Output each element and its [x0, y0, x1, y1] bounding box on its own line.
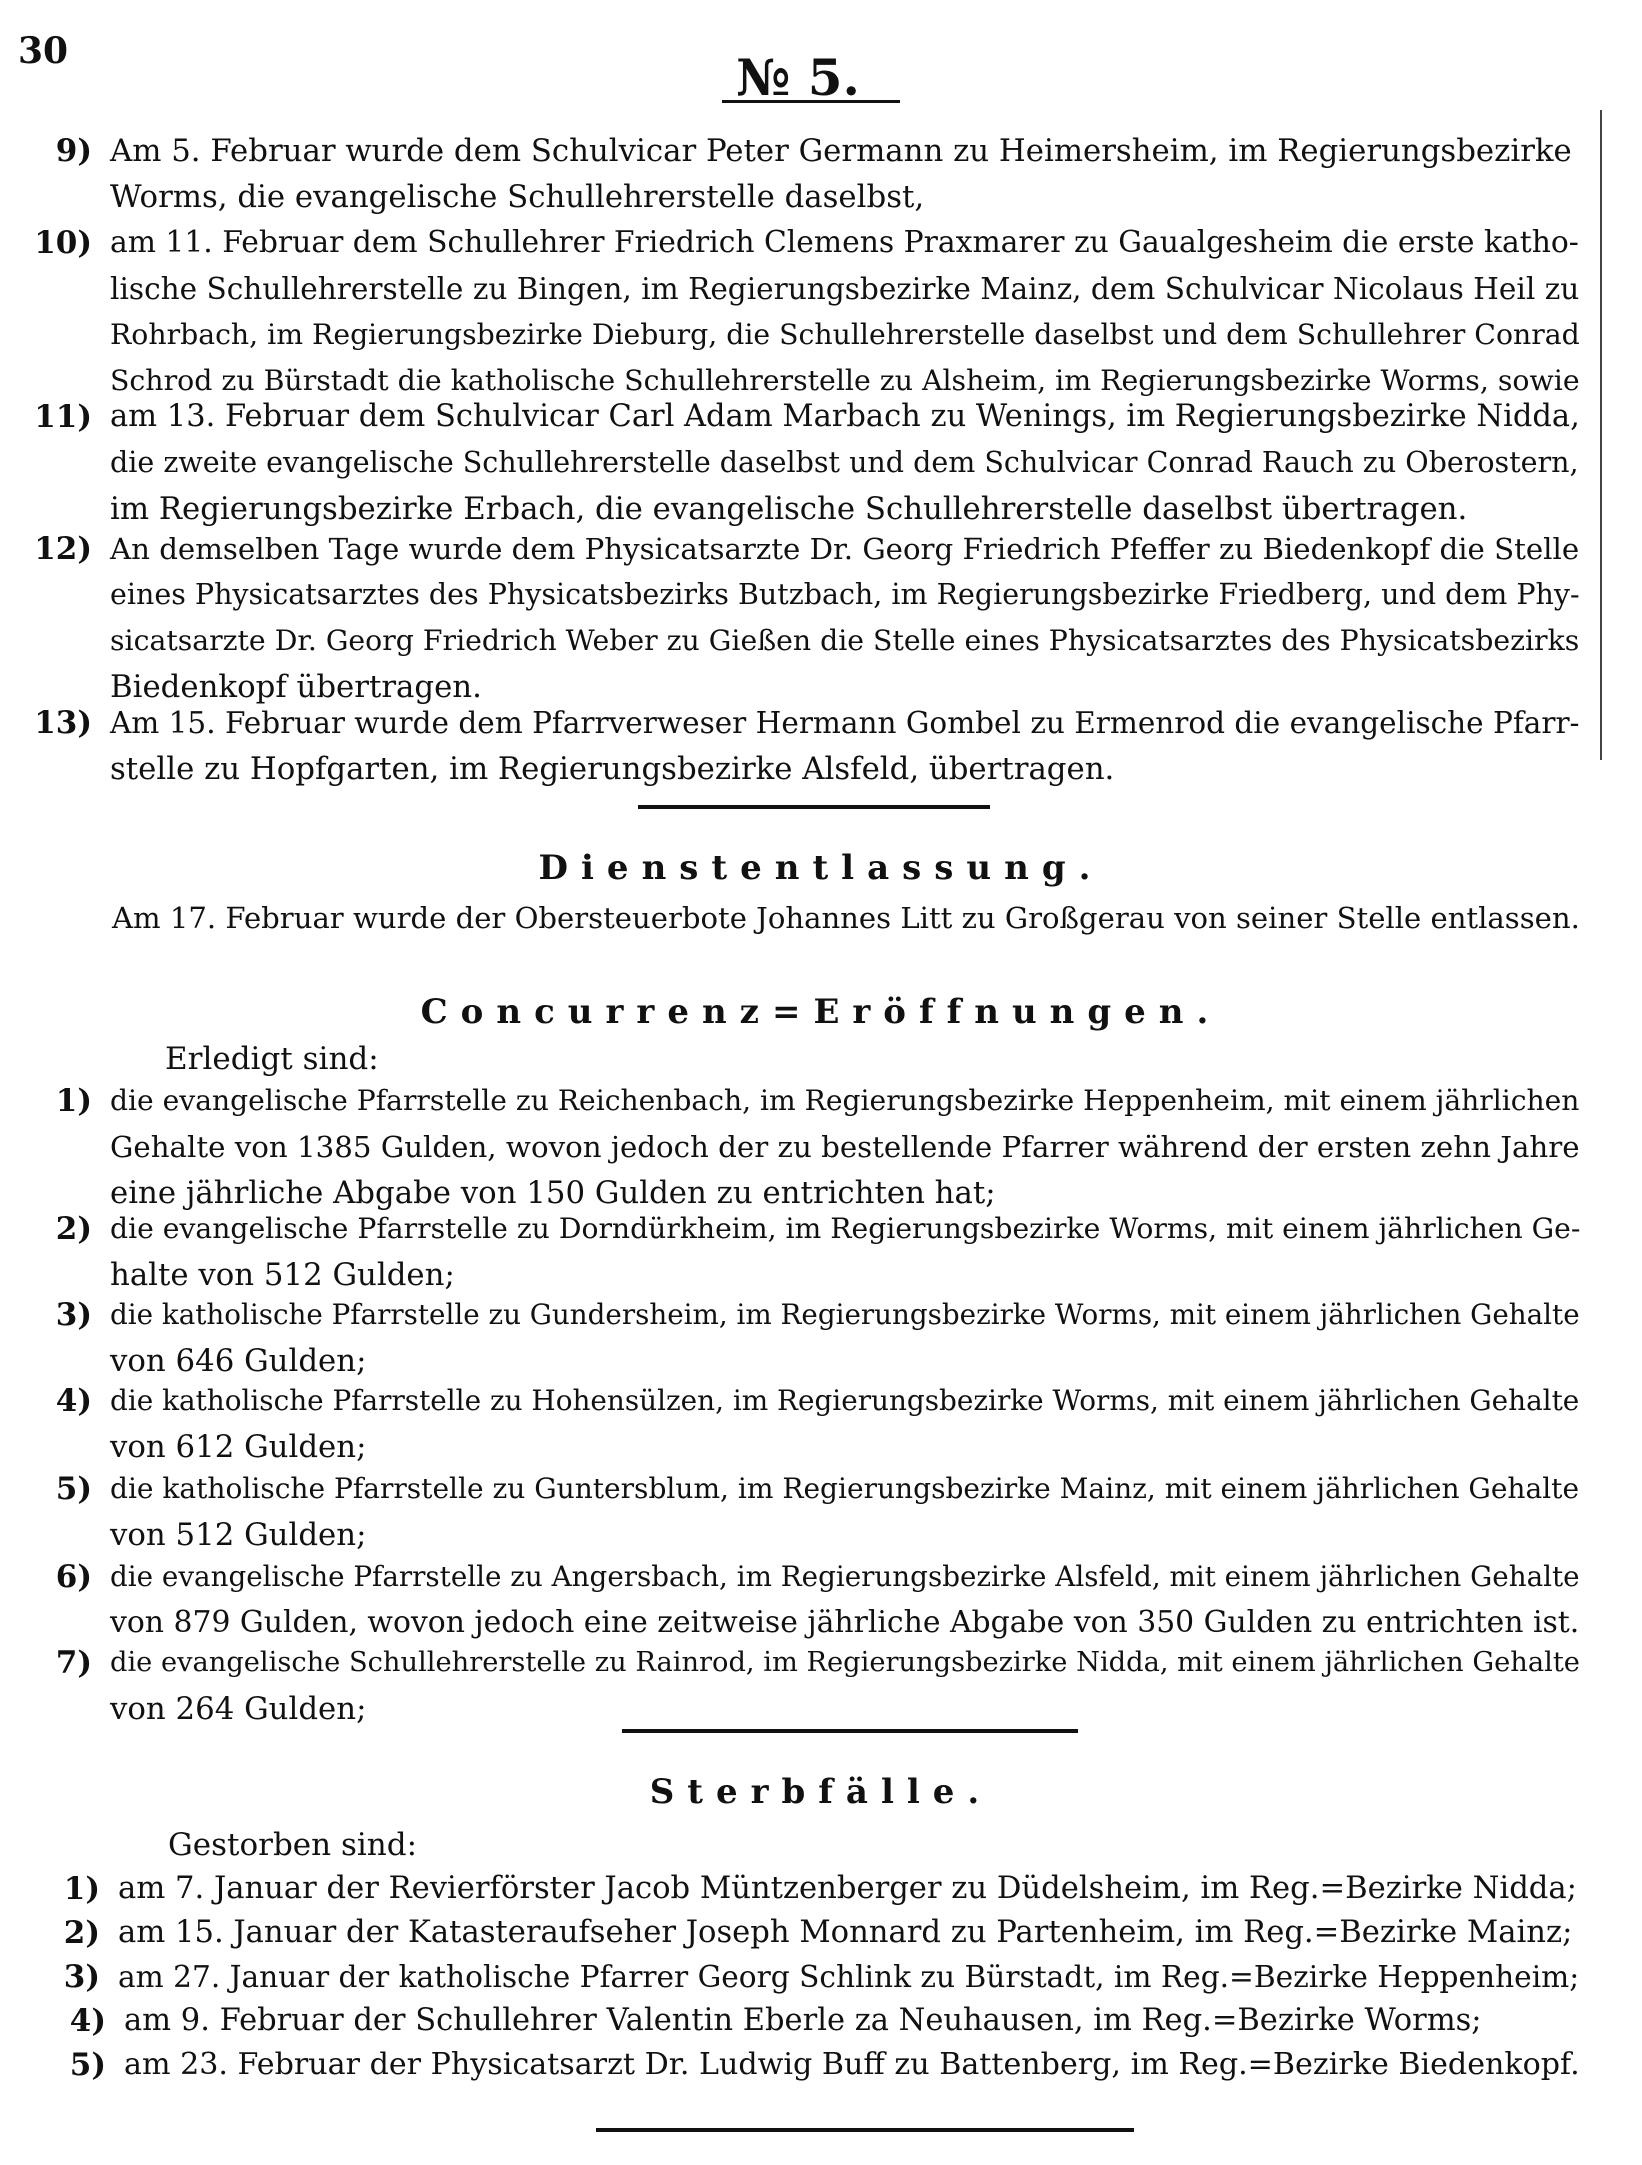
page-number: 30 — [18, 30, 69, 72]
text-line: An demselben Tage wurde dem Physicatsarzte Dr. Georg Friedrich Pfeffer zu Biedenkopf die Stelle — [110, 532, 1580, 566]
text-line: eines Physicatsarztes des Physicatsbezirks Butzbach, im Regierungsbezirke Friedberg, und dem Phy- — [110, 578, 1580, 611]
text-line: am 11. Februar dem Schullehrer Friedrich Clemens Praxmarer zu Gaualgesheim die erste katho- — [110, 225, 1579, 260]
item-number: 7) — [55, 1645, 92, 1681]
death-item — [69, 1998, 1604, 2044]
vacancy-item — [55, 1466, 1590, 1558]
text-line: die katholische Pfarrstelle zu Guntersblum, im Regierungsbezirke Mainz, mit einem jährlichen Gehalte — [110, 1472, 1580, 1505]
text-line: von 612 Gulden; — [110, 1429, 367, 1465]
death-item — [69, 2042, 1604, 2088]
issue-number: № 5. — [736, 48, 860, 107]
item-number: 4) — [69, 2003, 106, 2039]
dismissal-text: Am 17. Februar wurde der Obersteuerbote Johannes Litt zu Großgerau von seiner Stelle entlassen. — [112, 901, 1580, 935]
text-line: Gehalte von 1385 Gulden, wovon jedoch der zu bestellende Pfarrer während der ersten zehn Jahre — [110, 1130, 1580, 1164]
text-line: am 9. Februar der Schullehrer Valentin Eberle za Neuhausen, im Reg.=Bezirke Worms; — [124, 2003, 1482, 2038]
death-item — [63, 1910, 1598, 1956]
text-line: am 15. Januar der Katasteraufseher Joseph Monnard zu Partenheim, im Reg.=Bezirke Mainz; — [118, 1915, 1573, 1950]
item-number: 2) — [55, 1211, 92, 1247]
item-number: 2) — [63, 1915, 100, 1951]
death-item — [63, 1866, 1598, 1912]
issue-underline — [722, 100, 900, 103]
item-number: 1) — [63, 1871, 100, 1907]
item-number: 5) — [55, 1471, 92, 1507]
vacancies-intro: Erledigt sind: — [165, 1041, 379, 1077]
item-number: 10) — [34, 225, 92, 261]
vacancy-item — [55, 1078, 1590, 1216]
deaths-heading: Sterbfälle. — [649, 1772, 993, 1812]
text-line: die evangelische Pfarrstelle zu Reichenbach, im Regierungsbezirke Heppenheim, mit einem jährlichen — [110, 1084, 1580, 1117]
text-line: von 264 Gulden; — [110, 1691, 367, 1727]
text-line: von 512 Gulden; — [110, 1517, 367, 1553]
deaths-intro: Gestorben sind: — [168, 1827, 418, 1863]
item-number: 3) — [63, 1959, 100, 1995]
text-line: die evangelische Schullehrerstelle zu Rainrod, im Regierungsbezirke Nidda, mit einem jährlichen Gehalte — [110, 1647, 1580, 1678]
appointment-item — [34, 526, 1590, 710]
item-number: 4) — [55, 1383, 92, 1419]
text-line: eine jährliche Abgabe von 150 Gulden zu entrichten hat; — [110, 1175, 996, 1211]
item-number: 6) — [55, 1559, 92, 1595]
item-number: 13) — [34, 705, 92, 741]
text-line: Am 5. Februar wurde dem Schulvicar Peter Germann zu Heimersheim, im Regierungsbezirke — [110, 133, 1572, 169]
text-line: am 27. Januar der katholische Pfarrer Georg Schlink zu Bürstadt, im Reg.=Bezirke Heppenheim; — [118, 1960, 1580, 1994]
text-line: Worms, die evangelische Schullehrerstelle daselbst, — [110, 179, 925, 215]
vacancy-item — [55, 1206, 1590, 1298]
item-number: 9) — [55, 133, 92, 169]
item-number: 3) — [55, 1297, 92, 1333]
section-divider — [596, 2128, 1134, 2132]
text-line: sicatsarzte Dr. Georg Friedrich Weber zu Gießen die Stelle eines Physicatsarztes des Physicatsbezirks — [110, 624, 1580, 657]
text-line: am 13. Februar dem Schulvicar Carl Adam Marbach zu Wenings, im Regierungsbezirke Nidda, — [110, 399, 1580, 434]
text-line: halte von 512 Gulden; — [110, 1257, 455, 1293]
text-line: im Regierungsbezirke Erbach, die evangelische Schullehrerstelle daselbst übertragen. — [110, 491, 1468, 527]
text-line: am 7. Januar der Revierförster Jacob Müntzenberger zu Düdelsheim, im Reg.=Bezirke Nidda; — [118, 1871, 1577, 1906]
section-divider — [622, 1729, 1078, 1733]
item-number: 12) — [34, 531, 92, 567]
death-item — [63, 1954, 1598, 2000]
text-line: Schrod zu Bürstadt die katholische Schullehrerstelle zu Alsheim, im Regierungsbezirke Worms, sowie — [110, 364, 1580, 397]
vacancy-item — [55, 1292, 1590, 1384]
vacancy-item — [55, 1640, 1590, 1732]
text-line: am 23. Februar der Physicatsarzt Dr. Ludwig Buff zu Battenberg, im Reg.=Bezirke Biedenkopf. — [124, 2047, 1580, 2082]
appointment-item — [34, 394, 1590, 532]
text-line: Am 15. Februar wurde dem Pfarrverweser Hermann Gombel zu Ermenrod die evangelische Pfarr- — [110, 706, 1580, 740]
text-line: die evangelische Pfarrstelle zu Angersbach, im Regierungsbezirke Alsfeld, mit einem jährlichen Gehalte — [110, 1560, 1580, 1593]
vacancies-heading: Concurrenz=Eröffnungen. — [420, 992, 1222, 1032]
text-line: die zweite evangelische Schullehrerstelle daselbst und dem Schulvicar Conrad Rauch zu Oberostern, — [110, 446, 1579, 479]
text-line: stelle zu Hopfgarten, im Regierungsbezirke Alsfeld, übertragen. — [110, 751, 1115, 787]
item-number: 11) — [34, 399, 92, 435]
vacancy-item — [55, 1378, 1590, 1470]
margin-line — [1600, 110, 1602, 760]
text-line: die katholische Pfarrstelle zu Hohensülzen, im Regierungsbezirke Worms, mit einem jährlichen Gehalte — [110, 1384, 1580, 1417]
dismissal-heading: Dienstentlassung. — [538, 848, 1104, 888]
text-line: die evangelische Pfarrstelle zu Dorndürkheim, im Regierungsbezirke Worms, mit einem jährlichen Ge- — [110, 1212, 1581, 1245]
text-line: Biedenkopf übertragen. — [110, 669, 482, 705]
text-line: von 646 Gulden; — [110, 1343, 367, 1379]
appointment-item — [55, 128, 1590, 220]
item-number: 5) — [69, 2047, 106, 2083]
text-line: Rohrbach, im Regierungsbezirke Dieburg, die Schullehrerstelle daselbst und dem Schullehrer Conrad — [110, 318, 1580, 351]
vacancy-item — [55, 1554, 1590, 1646]
text-line: von 879 Gulden, wovon jedoch eine zeitweise jährliche Abgabe von 350 Gulden zu entrichten ist. — [110, 1605, 1580, 1640]
appointment-item — [34, 220, 1590, 404]
appointment-item — [34, 700, 1590, 792]
text-line: lische Schullehrerstelle zu Bingen, im Regierungsbezirke Mainz, dem Schulvicar Nicolaus Heil zu — [110, 272, 1580, 306]
text-line: die katholische Pfarrstelle zu Gundersheim, im Regierungsbezirke Worms, mit einem jährlichen Gehalte — [110, 1298, 1580, 1331]
section-divider — [638, 805, 990, 809]
item-number: 1) — [55, 1083, 92, 1119]
